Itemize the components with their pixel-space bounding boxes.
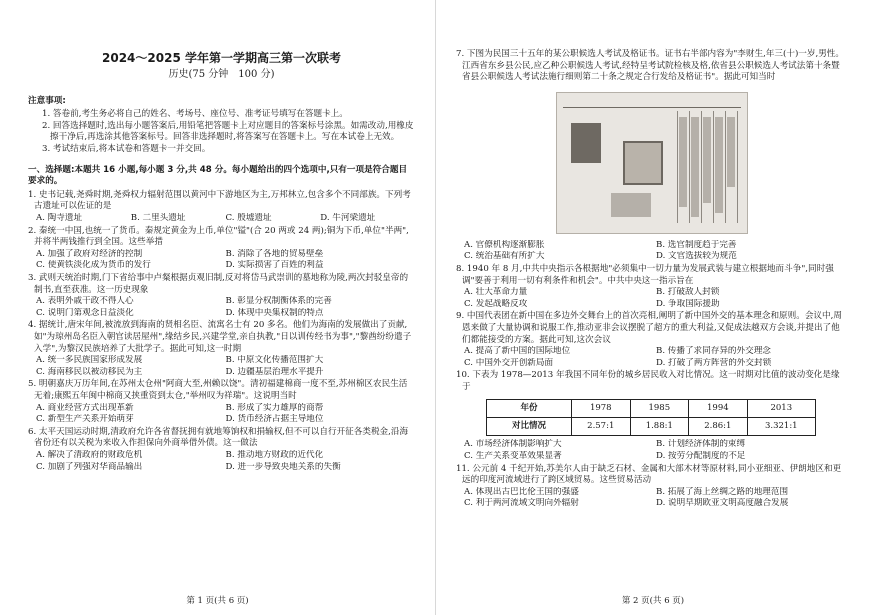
certificate-image: [556, 92, 748, 234]
answer-option: C. 利于两河流域文明向外辐射: [464, 498, 579, 509]
answer-option: B. 打破敌人封锁: [656, 287, 720, 298]
options-grid: [28, 355, 415, 378]
table-year-cell: 2013: [747, 399, 815, 417]
options-grid: [28, 249, 415, 272]
question-stem: 11. 公元前 4 千纪开始,苏美尔人由于缺乏石材、金属和大部木材等原材料,同小亚细亚、伊朗地区和更远的印度河流域进行了跨区域贸易。这些贸易活动: [456, 463, 842, 486]
answer-option: D. 按劳分配制度的不足: [656, 451, 746, 462]
table-header-label: 年份: [487, 399, 572, 417]
question-stem: 4. 据统计,唐宋年间,被流放到海南的贤相名臣、流寓名士有 20 多名。他们为海南的发展做出了贡献,如"为琼州岛名臣入朝官读居屋州",缘结乡民,兴建学堂,亲自执教,"日以训传经书为事","黎酋纷纷遣子入学",为黎汉民族培养了大批学子。据此可知,这一时期: [28, 320, 412, 354]
certificate-column-line: [737, 111, 738, 223]
question-stem: 8. 1940 年 8 月,中共中央指示各根据地"必须集中一切力量为发展武装与建立根据地而斗争",同时强调"要善于利用一切有利条件和机会"。中共中央这一指示旨在: [456, 263, 834, 286]
certificate-column-line: [725, 111, 726, 223]
answer-option: B. 计划经济体制的束缚: [656, 439, 746, 450]
answer-option: A. 加强了政府对经济的控制: [36, 248, 143, 259]
options-grid: [456, 439, 848, 462]
answer-option: D. 边疆基层治理水平提升: [225, 366, 324, 377]
options-grid: [28, 403, 415, 426]
answer-option: C. 殷墟遗址: [225, 213, 272, 224]
table-row: [487, 417, 816, 435]
note-item: 3. 考试结束后,将本试卷和答题卡一并交回。: [42, 144, 211, 155]
table-year-cell: 1985: [630, 399, 689, 417]
answer-option: C. 新型生产关系开始萌芽: [36, 414, 134, 425]
question: [456, 49, 848, 263]
question-stem: 6. 太平天国运动时期,清政府允许各省督抚拥有就地筹饷权和捐输权,但不可以自行开征各类税金,沿海省份还有以关税为来收入作担保向外商举借外债。这一做法: [28, 426, 409, 449]
answer-option: D. 进一步导致央地关系的失衡: [225, 461, 341, 472]
answer-option: B. 拓展了海上丝绸之路的地理范围: [656, 486, 789, 497]
answer-option: D. 争取国际援助: [656, 298, 720, 309]
notes-heading: 注意事项:: [28, 95, 66, 106]
question-list-left: [28, 190, 415, 473]
question-stem: 7. 下图为民国三十五年的某公职候选人考试及格证书。证书右半部内容为"李财生,年三(十)一岁,男性。江西省东乡县公民,应乙种公职候选人考试,经特呈考试院检核及格,依省县公职候选人考试法第十条暨省县公职候选人考试法施行细则第二十条之规定合行发给及格证书"。据此可知当时: [456, 49, 844, 83]
answer-option: B. 中原文化传播范围扩大: [225, 355, 324, 366]
answer-option: A. 市场经济体制影响扩大: [464, 439, 562, 450]
table-value-cell: 2.86:1: [689, 417, 748, 435]
options-grid: [28, 296, 415, 319]
answer-option: D. 体现中央集权制的特点: [225, 307, 324, 318]
certificate-seal: [623, 141, 663, 185]
note-item: 1. 答卷前,考生务必将自己的姓名、考场号、座位号、准考证号填写在答题卡上。: [42, 109, 348, 120]
answer-option: A. 官僚机构逐渐膨胀: [464, 239, 545, 250]
answer-option: D. 实际损害了百姓的利益: [225, 260, 324, 271]
answer-option: B. 推动地方财政的近代化: [225, 449, 324, 460]
question: [456, 264, 848, 310]
question-list-right-continued: [456, 439, 848, 510]
question: [456, 439, 848, 462]
answer-option: C. 中国外交开创新局面: [464, 357, 554, 368]
answer-option: B. 二里头遗址: [130, 213, 186, 224]
answer-option: D. 文官选拔较为规范: [656, 251, 737, 262]
question: [28, 226, 415, 272]
answer-option: A. 壮大革命力量: [464, 287, 528, 298]
question-stem: 5. 明朝嘉庆万历年间,在苏州太仓州"阿商大至,州赖以饶"。清初福建棉商一度不至,苏州棉区农民生活无着;康熙五年闽中棉商又挟重资到太仓,"举州叹为祥瑞"。这说明当时: [28, 379, 408, 401]
question: [456, 370, 848, 393]
table-value-cell: 2.57:1: [572, 417, 631, 435]
answer-option: C. 统治基础有所扩大: [464, 251, 545, 262]
exam-subtitle: 历史(75 分钟 100 分): [168, 69, 275, 81]
table-row-label: 对比情况: [487, 417, 572, 435]
page-footer-left: 第 1 页(共 6 页): [186, 595, 249, 606]
certificate-column-line: [713, 111, 714, 223]
question-stem: 3. 武则天统治时期,门下省给事中卢粲根据贞观旧制,反对将岱马武崇训的墓地称为陵,两次封驳皇帝的制书,直至获准。这一历史现象: [28, 273, 409, 295]
question-stem: 10. 下表为 1978—2013 年我国不同年份的城乡居民收入对比情况。这一时期对比值的波动变化是缘于: [456, 370, 840, 392]
question-stem: 9. 中国代表团在新中国在多边外交舞台上的首次亮相,阐明了新中国外交的基本理念和原则。会议中,周恩来做了大量协调和说服工作,推动亚非会议摆脱了超方的重大利益,又促成法越双方会谈,并提出了他们都能接受的方案。据此可知,这次会议: [456, 311, 842, 345]
notes-block: [28, 96, 415, 156]
answer-option: D. 牛河梁遗址: [320, 213, 376, 224]
page-footer-right: 第 2 页(共 6 页): [621, 595, 685, 606]
answer-option: A. 陶寺遗址: [36, 213, 83, 224]
table-year-cell: 1994: [689, 399, 748, 417]
answer-option: C. 加剧了列强对华商品输出: [36, 461, 143, 472]
certificate-column-line: [677, 111, 678, 223]
question: [456, 311, 848, 369]
answer-option: D. 货币经济占据主导地位: [225, 414, 324, 425]
options-grid: [28, 450, 415, 473]
answer-option: D. 说明早期欧亚文明高度融合发展: [656, 498, 789, 509]
answer-option: B. 消除了各地的贸易壁垒: [225, 248, 324, 259]
certificate-text-block: [703, 117, 711, 203]
question-stem: 2. 秦统一中国,也统一了货币。秦规定黄金为上币,单位"镒"(合 20 两或 24 两);铜为下币,单位"半两",并将半两钱推行到全国。这些举措: [28, 225, 409, 248]
answer-option: A. 提高了新中国的国际地位: [464, 346, 571, 357]
note-item: 2. 回答选择题时,选出每小题答案后,用铅笔把答题卡上对应题目的答案标号涂黑。如需改动,用橡皮擦干净后,再选涂其他答案标号。回答非选择题时,将答案写在答题卡上。写在本试卷上无效。: [42, 120, 414, 143]
certificate-text-block: [727, 117, 735, 187]
answer-option: A. 统一多民族国家形成发展: [36, 355, 143, 366]
answer-option: B. 传播了求同存异的外交理念: [656, 346, 771, 357]
answer-option: C. 发起战略反攻: [464, 298, 528, 309]
certificate-text-block: [715, 117, 723, 213]
options-grid: [456, 346, 848, 369]
answer-option: C. 海南移民以被动移民为主: [36, 366, 143, 377]
table-row: [487, 399, 816, 417]
answer-option: A. 商业经营方式出现革新: [36, 402, 134, 413]
certificate-text-block: [691, 117, 699, 217]
section-heading: 一、选择题:本题共 16 小题,每小题 3 分,共 48 分。每小题给出的四个选项中,只有一项是符合题目要求的。: [28, 164, 408, 187]
exam-page-2: [435, 0, 870, 615]
question: [456, 464, 848, 510]
answer-option: D. 打破了两方阵营的外交封锁: [656, 357, 772, 368]
question-stem: 1. 史书记载,尧舜时期,尧舜权力辐射范围以黄河中下游地区为主,万邦林立,包含多个不同部族。下列考古遗址可以佐证的是: [28, 189, 411, 212]
answer-option: A. 解决了清政府的财政危机: [36, 449, 143, 460]
certificate-column-line: [689, 111, 690, 223]
answer-option: B. 彰显分权制衡体系的完善: [225, 296, 332, 307]
table-year-cell: 1978: [572, 399, 631, 417]
options-grid: [456, 240, 848, 263]
options-grid: [456, 487, 848, 510]
options-grid: [456, 287, 848, 310]
question: [28, 427, 415, 473]
certificate-photo: [571, 123, 601, 163]
question: [28, 320, 415, 378]
certificate-column-line: [701, 111, 702, 223]
options-grid: [28, 213, 415, 225]
question: [28, 273, 415, 319]
certificate-text-block: [679, 117, 687, 207]
table-value-cell: 3.321:1: [747, 417, 815, 435]
exam-title: 2024～2025 学年第一学期高三第一次联考: [102, 51, 341, 65]
certificate-header-line: [563, 97, 741, 108]
question: [28, 379, 415, 425]
answer-option: B. 形成了实力雄厚的商帮: [225, 402, 324, 413]
answer-option: A. 体现出古巴比伦王国的强盛: [464, 486, 579, 497]
question: [28, 190, 415, 225]
answer-option: A. 表明外戚干政不得人心: [36, 296, 134, 307]
answer-option: C. 使黄铁淡化成为货币的发行: [36, 260, 151, 271]
answer-option: C. 说明门第观念日益淡化: [36, 307, 134, 318]
certificate-text-block: [611, 193, 651, 217]
answer-option: B. 选官制度趋于完善: [656, 239, 737, 250]
question-list-right: [456, 49, 848, 394]
income-ratio-table: [486, 399, 816, 437]
table-value-cell: 1.88:1: [630, 417, 689, 435]
answer-option: C. 生产关系变革效果显著: [464, 451, 562, 462]
